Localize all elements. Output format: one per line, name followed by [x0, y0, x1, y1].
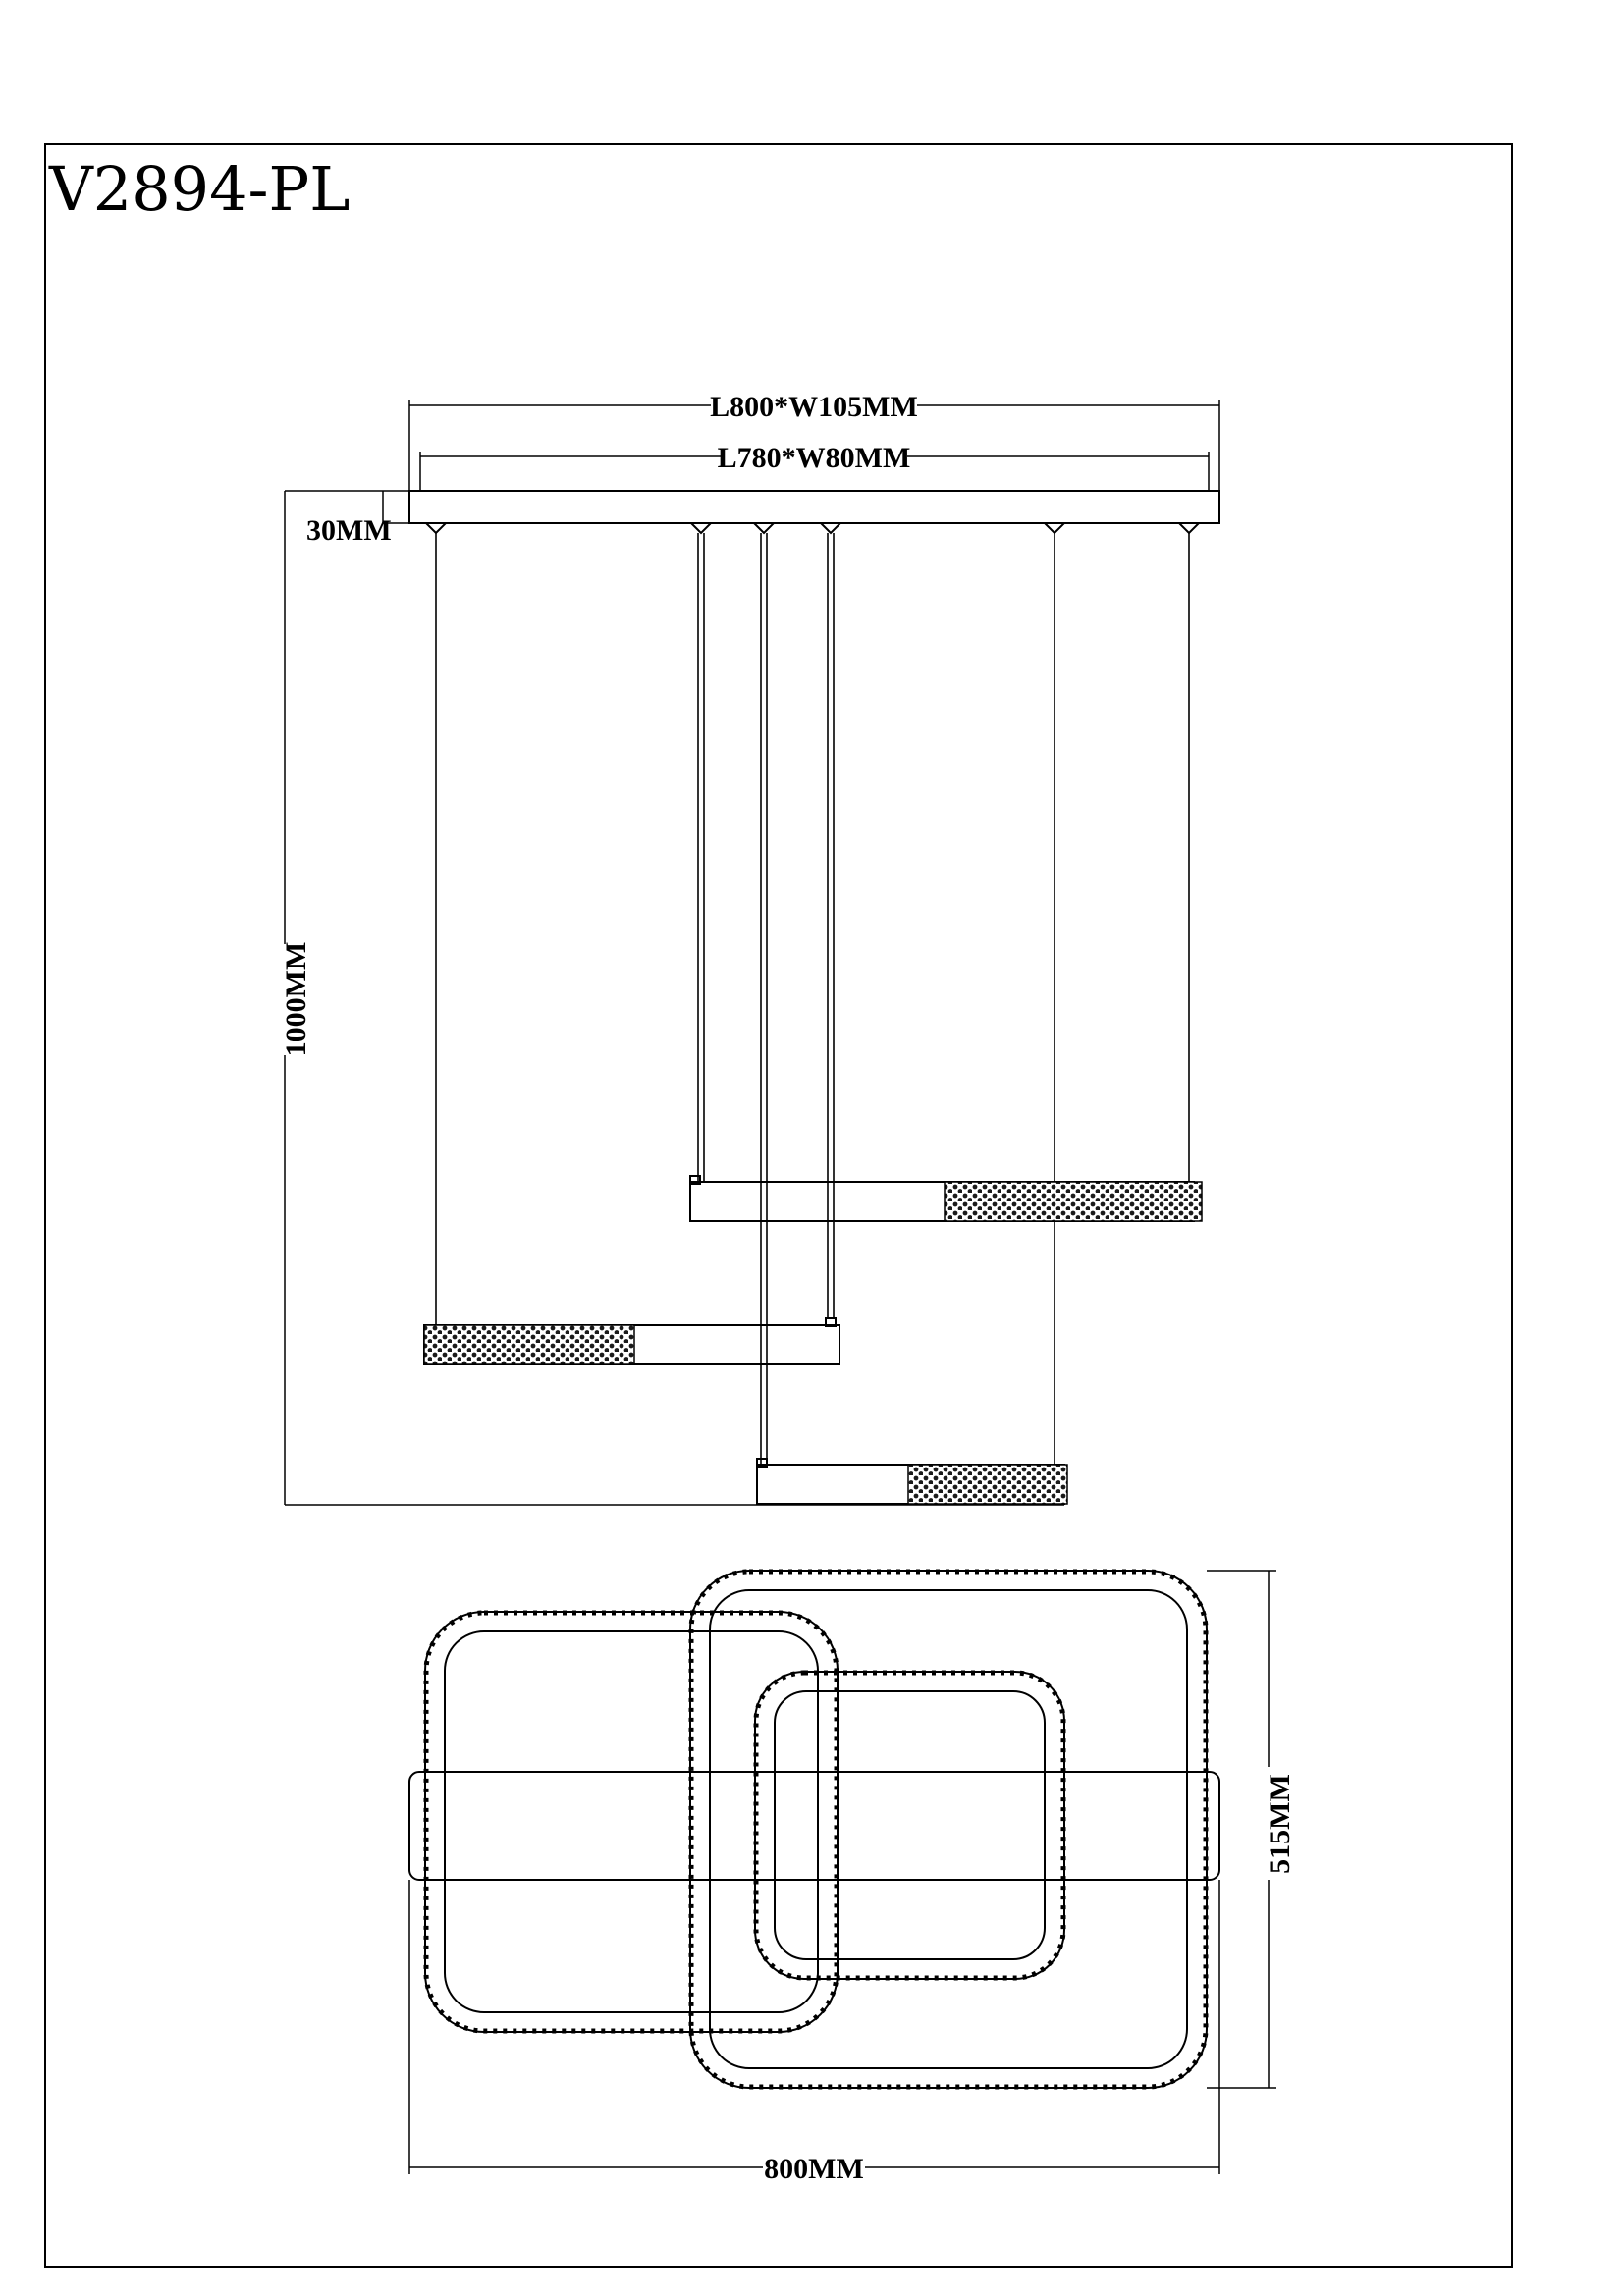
canopy-inner-label: L780*W80MM [717, 442, 911, 474]
plan-view [409, 1571, 1296, 2185]
ceiling-canopy [409, 491, 1219, 523]
drop-height-label: 1000MM [280, 941, 312, 1057]
canopy-inner-dimension [420, 442, 1209, 491]
canopy-height-label: 30MM [306, 514, 392, 547]
drop-height-dimension [280, 491, 1064, 1505]
canopy-height-dimension [285, 491, 409, 547]
plan-ring-large [690, 1571, 1207, 2088]
plan-ring-small [755, 1672, 1064, 1979]
lower-ring-crystals [908, 1465, 1067, 1504]
cable-mounts [426, 523, 1199, 533]
plan-width-label: 800MM [764, 2153, 864, 2185]
elevation-view [280, 391, 1219, 1505]
plan-canopy [409, 1772, 1219, 1880]
middle-ring [424, 1318, 839, 1364]
middle-ring-crystals [424, 1325, 634, 1364]
upper-ring-crystals [945, 1182, 1202, 1221]
model-title: V2894-PL [49, 153, 351, 225]
canopy-outer-label: L800*W105MM [710, 391, 918, 423]
lower-ring [757, 1459, 1067, 1504]
plan-depth-label: 515MM [1264, 1774, 1296, 1874]
